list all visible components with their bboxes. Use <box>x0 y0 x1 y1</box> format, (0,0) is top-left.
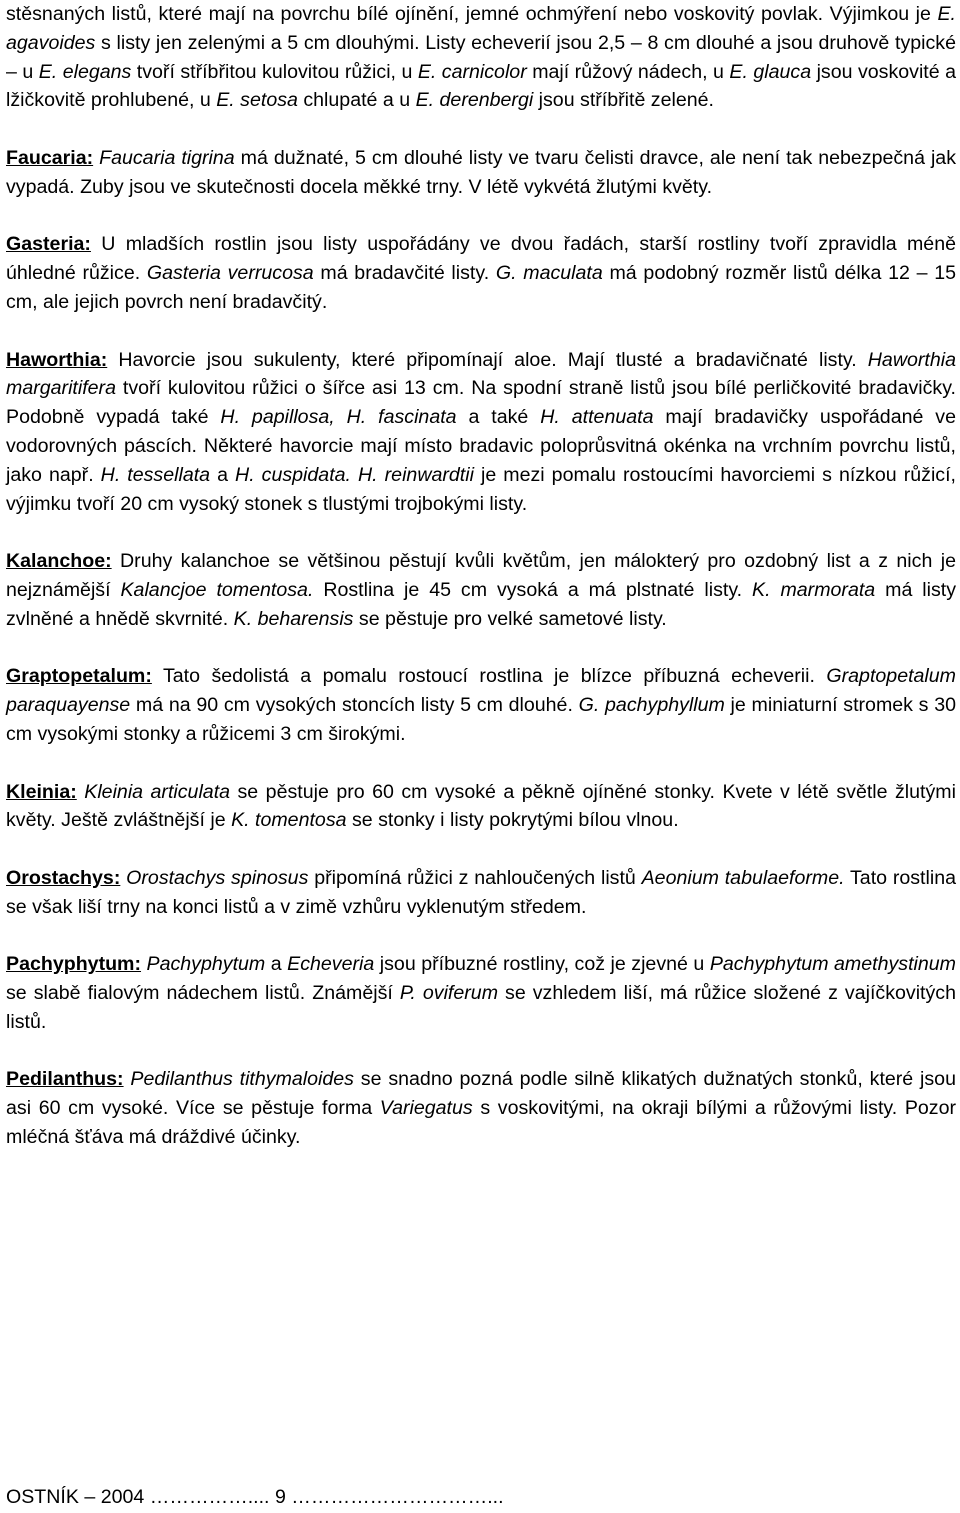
text-run: U mladších rostlin jsou listy uspořádány ve dvou řadách, starší rostliny tvoří zpravidla méně úhledné růžice. <box>6 233 956 285</box>
text-run: a <box>210 463 236 486</box>
paragraph <box>6 1065 956 1151</box>
species-name: Haworthia margaritifera <box>6 348 956 400</box>
species-name: G. maculata <box>495 262 603 285</box>
text-run: jsou příbuzné rostliny, což je zjevné u <box>374 953 710 976</box>
section-heading: Haworthia: <box>6 348 108 371</box>
species-name: H. cuspidata. H. reinwardtii <box>235 463 474 486</box>
text-run: má dužnaté, 5 cm dlouhé listy ve tvaru čelisti dravce, ale není tak nebezpečná jak vypadá. Zuby jsou ve skutečnosti docela měkké trny. V létě vykvétá žlutými květy. <box>6 146 956 198</box>
paragraph <box>6 144 956 202</box>
text-run: tvoří stříbřitou kulovitou růžici, u <box>131 60 418 83</box>
paragraph <box>6 864 956 922</box>
footer-text: OSTNÍK – 2004 …………….... 9 …………………………... <box>6 1486 504 1508</box>
section-heading: Graptopetalum: <box>6 665 152 688</box>
text-run: Tato rostlina se však liší trny na konci listů a v zimě vzhůru vyklenutým středem. <box>6 866 957 918</box>
text-run: se pěstuje pro velké sametové listy. <box>353 607 667 630</box>
text-run: a také <box>456 406 541 429</box>
text-run: má na 90 cm vysokých stoncích listy 5 cm dlouhé. <box>130 694 579 717</box>
text-run: tvoří kulovitou růžici o šířce asi 13 cm. Na spodní straně listů jsou bílé perličkovité bradavičky. Podobně vypadá také <box>6 377 956 429</box>
text-run: se slabě fialovým nádechem listů. Známější <box>6 982 400 1005</box>
paragraph <box>6 778 956 836</box>
species-name: Gasteria verrucosa <box>146 262 314 285</box>
paragraph <box>6 230 956 316</box>
species-name: G. pachyphyllum <box>578 694 725 717</box>
species-name: K. tomentosa <box>231 809 347 832</box>
text-run: jsou stříbřitě zelené. <box>533 89 714 112</box>
text-run: s listy jen zelenými a 5 cm dlouhými. Listy echeverií jsou 2,5 – 8 cm dlouhé a jsou druhově typické – u <box>6 31 956 83</box>
text-run: je mezi pomalu rostoucími havorciemi s nízkou růžicí, výjimku tvoří 20 cm vysoký stonek s tlustými trojbokými listy. <box>6 463 956 515</box>
species-name: K. marmorata <box>752 578 876 601</box>
species-name: H. tessellata <box>100 463 211 486</box>
species-name: Variegatus <box>379 1097 473 1120</box>
species-name: Graptopetalum paraquayense <box>6 665 956 717</box>
section-heading: Pachyphytum: <box>6 953 142 976</box>
text-run: s voskovitými, na okraji bílými a růžovými listy. Pozor mléčná šťáva má dráždivé účinky. <box>6 1097 957 1149</box>
text-run: a <box>265 953 288 976</box>
text-run: má bradavčité listy. <box>313 262 496 285</box>
species-name: E. elegans <box>38 60 132 83</box>
text-run: se stonky i listy pokrytými bílou vlnou. <box>346 809 679 832</box>
section-heading: Kalanchoe: <box>6 550 112 573</box>
species-name: Pachyphytum amethystinum <box>709 953 956 976</box>
text-run: má podobný rozměr listů délka 12 – 15 cm, ale jejich povrch není bradavčitý. <box>6 262 956 313</box>
species-name: E. agavoides <box>6 3 956 54</box>
species-name: E. setosa <box>216 89 298 112</box>
species-name: Kleinia articulata <box>84 780 231 803</box>
paragraph <box>6 662 956 748</box>
text-run: Druhy kalanchoe se většinou pěstují kvůli květům, jen málokterý pro ozdobný list a z nich je nejznámější <box>6 550 956 601</box>
paragraph <box>6 950 956 1036</box>
section-heading: Kleinia: <box>6 780 77 803</box>
text-run: Tato šedolistá a pomalu rostoucí rostlina je blízce příbuzná echeverii. <box>151 665 827 688</box>
paragraph <box>6 346 956 519</box>
text-run: mají růžový nádech, u <box>526 60 730 83</box>
species-name: Pachyphytum <box>146 953 266 976</box>
text-run: připomíná růžici z nahloučených listů <box>308 866 642 889</box>
species-name: Aeonium tabulaeforme. <box>641 866 845 889</box>
page-footer <box>6 1483 956 1511</box>
species-name: P. oviferum <box>399 982 499 1005</box>
species-name: E. derenbergi <box>415 89 534 112</box>
species-name: Orostachys spinosus <box>126 866 309 889</box>
species-name: E. carnicolor <box>417 60 527 83</box>
section-heading: Orostachys: <box>6 866 121 889</box>
species-name: Pedilanthus tithymaloides <box>130 1068 354 1091</box>
species-name: Faucaria tigrina <box>99 146 235 169</box>
text-run: Rostlina je 45 cm vysoká a má plstnaté listy. <box>313 578 753 601</box>
species-name: Echeveria <box>287 953 375 976</box>
species-name: Kalancjoe tomentosa. <box>120 578 314 601</box>
section-heading: Faucaria: <box>6 146 94 169</box>
text-run: Havorcie jsou sukulenty, které připomínají aloe. Mají tlusté a bradavičnaté listy. <box>107 348 868 371</box>
text-run: mají bradavičky uspořádané ve vodorovných páscích. Některé havorcie mají místo bradavic poloprůsvitná okénka na vrchním povrchu listů, jako např. <box>6 406 957 486</box>
species-name: E. glauca <box>729 60 812 83</box>
text-run: má listy zvlněné a hnědě skvrnité. <box>6 578 957 630</box>
text-run: stěsnaných listů, které mají na povrchu bílé ojínění, jemné ochmýření nebo voskovitý povlak. Výjimkou je <box>6 3 938 25</box>
species-name: H. attenuata <box>540 406 654 429</box>
text-run: se vzhledem liší, má růžice složené z vajíčkovitých listů. <box>6 982 956 1033</box>
text-run: je miniaturní stromek s 30 cm vysokými stonky a růžicemi 3 cm širokými. <box>6 694 956 745</box>
paragraph <box>6 0 956 115</box>
paragraph <box>6 547 956 633</box>
text-run: se pěstuje pro 60 cm vysoké a pěkně ojíněné stonky. Kvete v létě světle žlutými květy. Ještě zvláštnější je <box>6 780 956 832</box>
text-run: chlupaté a u <box>297 89 416 112</box>
species-name: H. papillosa, H. fascinata <box>220 406 457 429</box>
section-heading: Gasteria: <box>6 233 91 256</box>
text-run: jsou voskovité a lžičkovitě prohlubené, u <box>6 60 957 112</box>
species-name: K. beharensis <box>233 607 354 630</box>
document-page <box>6 0 956 1181</box>
section-heading: Pedilanthus: <box>6 1068 124 1091</box>
text-run: se snadno pozná podle silně klikatých dužnatých stonků, které jsou asi 60 cm vysoké. Více se pěstuje forma <box>6 1068 956 1120</box>
